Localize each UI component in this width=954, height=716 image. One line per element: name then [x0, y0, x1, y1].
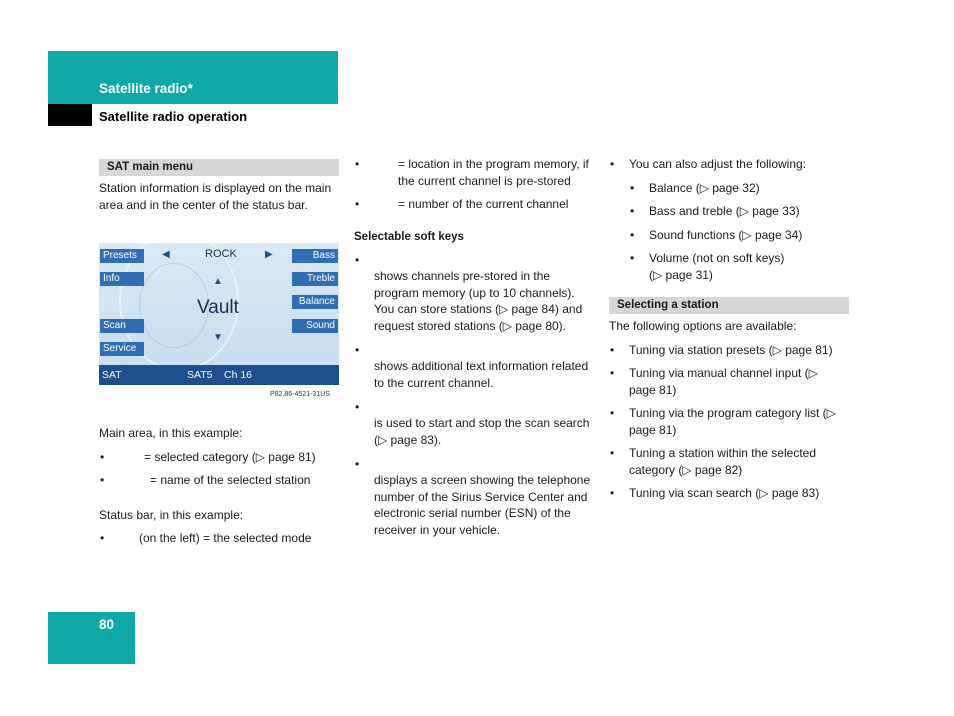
status-bar-label: Status bar, in this example:	[99, 507, 244, 522]
page-number-box	[48, 612, 135, 664]
option-presets: • Tuning via station presets (▷ page 81)	[609, 342, 849, 359]
option-manual-input: • Tuning via manual channel input (▷ page 81)	[609, 365, 829, 398]
section-bar-sat-main-menu: SAT main menu	[99, 159, 339, 176]
softkey-bass: Bass	[292, 249, 338, 263]
status-channel: Ch 16	[224, 369, 253, 381]
page-number: 80	[99, 617, 115, 632]
softkey-service-desc: • displays a screen showing the telephone number of the Sirius Service Center and electronic serial number (ESN) of the receiver in your vehicle.	[354, 456, 594, 538]
softkey-scan: Scan	[100, 319, 144, 333]
column-2	[354, 156, 594, 538]
chapter-title: Satellite radio*	[99, 81, 193, 96]
option-within-category: • Tuning a station within the selected category (▷ page 82)	[609, 445, 849, 478]
category-right-arrow-icon: ▶	[265, 249, 273, 260]
softkey-balance: Balance	[292, 295, 338, 309]
main-area-item: • = name of the selected station	[99, 472, 339, 489]
main-area-label: Main area, in this example:	[99, 426, 243, 440]
display-category: ROCK	[205, 248, 237, 260]
down-arrow-icon: ▼	[213, 332, 223, 343]
status-mode: SAT	[102, 369, 122, 381]
figure-caption: P82.86-4521-31US	[270, 391, 330, 398]
softkey-sound: Sound	[292, 319, 338, 333]
status-bar-item: • (on the left) = the selected mode	[99, 530, 339, 547]
option-scan-search: • Tuning via scan search (▷ page 83)	[609, 485, 849, 502]
status-item-memory-text: = location in the program memory, if the current channel is pre-stored	[398, 157, 589, 188]
radio-display	[99, 243, 339, 385]
softkey-scan-desc: • is used to start and stop the scan search (▷ page 83).	[354, 399, 594, 448]
header-band	[48, 51, 338, 104]
softkey-info-desc: • shows additional text information related to the current channel.	[354, 342, 594, 391]
main-area-item: • = selected category (▷ page 81)	[99, 449, 339, 466]
intro-text: Station information is displayed on the main area and in the center of the status bar.	[99, 181, 332, 212]
status-item-memory	[354, 156, 594, 189]
up-arrow-icon: ▲	[213, 276, 223, 287]
adjust-item-sound: • Sound functions (▷ page 34)	[629, 227, 849, 244]
adjust-item-volume: • Volume (not on soft keys) (▷ page 31)	[629, 250, 799, 283]
section-subtitle: Satellite radio operation	[99, 109, 248, 124]
status-band: SAT5	[187, 369, 213, 381]
softkey-presets: Presets	[100, 249, 144, 263]
softkeys-heading: Selectable soft keys	[354, 230, 464, 243]
adjust-intro: • You can also adjust the following:	[609, 156, 849, 173]
softkey-treble: Treble	[292, 272, 338, 286]
column-3	[609, 156, 849, 502]
softkey-presets-desc: • shows channels pre-stored in the program memory (up to 10 channels). You can store stations (▷ page 84) and request stored stations (▷ page 80).	[354, 252, 594, 334]
display-station: Vault	[197, 297, 239, 318]
softkey-service: Service	[100, 342, 144, 356]
status-item-channel: • = number of the current channel	[354, 196, 594, 213]
options-intro: The following options are available:	[609, 319, 797, 333]
category-left-arrow-icon: ◀	[162, 249, 170, 260]
adjust-item-bass-treble: • Bass and treble (▷ page 33)	[629, 203, 849, 220]
column-1	[99, 159, 339, 213]
option-category-list: • Tuning via the program category list (▷ page 81)	[609, 405, 849, 438]
softkey-info: Info	[100, 272, 144, 286]
display-status-bar	[99, 365, 339, 385]
adjust-item-balance: • Balance (▷ page 32)	[629, 180, 849, 197]
header-marker	[48, 104, 92, 126]
section-bar-selecting-station: Selecting a station	[609, 297, 849, 314]
column-1-lower	[99, 425, 339, 547]
